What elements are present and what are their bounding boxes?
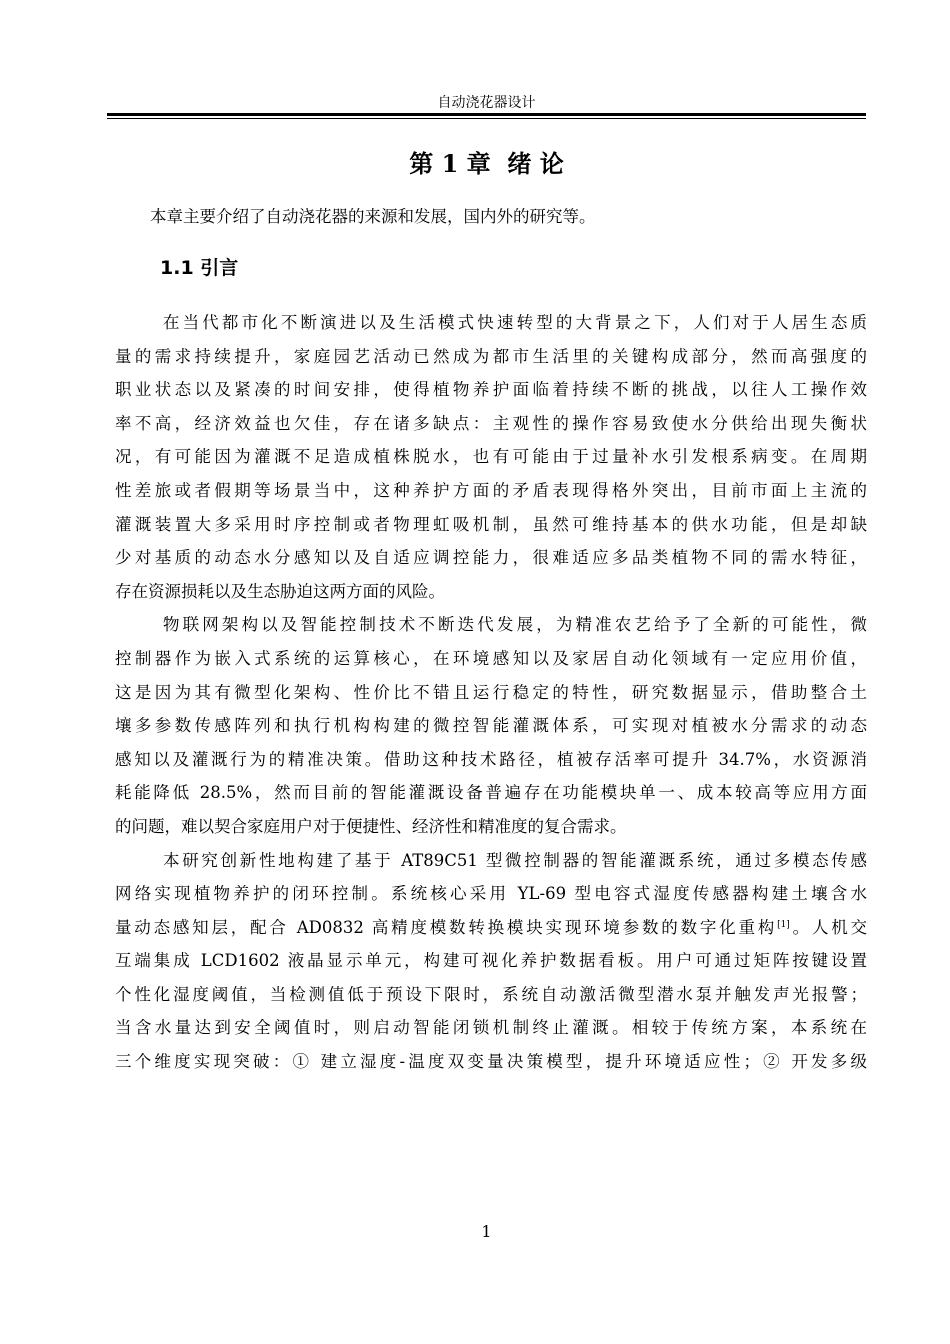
paragraph-2-line: 壤多参数传感阵列和执行机构构建的微控智能灌溉体系，可实现对植被水分需求的动态 [115,716,867,736]
section-heading [160,255,238,281]
paragraph-2-line: 耗能降低 28.5%，然而目前的智能灌溉设备普遍存在功能模块单一、成本较高等应用方面 [115,783,867,803]
paragraph-1-line: 性差旅或者假期等场景当中，这种养护方面的矛盾表现得格外突出，目前市面上主流的 [115,480,867,500]
paragraph-3-line: 本研究创新性地构建了基于 AT89C51 型微控制器的智能灌溉系统，通过多模态传感 [163,850,867,870]
chapter-name: 绪 论 [507,149,564,178]
section-name: 引言 [200,257,239,279]
paragraph-3-line: 当含水量达到安全阈值时，则启动智能闭锁机制终止灌溉。相较于传统方案，本系统在 [115,1018,867,1038]
paragraph-1-line: 率不高，经济效益也欠佳，存在诸多缺点：主观性的操作容易致使水分供给出现失衡状 [115,413,867,433]
page-number: 1 [481,1222,492,1241]
paragraph-3-line-text: 量动态感知层，配合 AD0832 高精度模数转换模块实现环境参数的数字化重构 [115,917,778,937]
paragraph-2-line: 感知以及灌溉行为的精准决策。借助这种技术路径，植被存活率可提升 34.7%，水资源消 [115,749,867,769]
chapter-number: 第 1 章 [409,149,491,178]
paragraph-3-line: 网络实现植物养护的闭环控制。系统核心采用 YL-69 型电容式湿度传感器构建土壤含水 [115,884,867,904]
paragraph-2-line: 的问题，难以契合家庭用户对于便捷性、经济性和精准度的复合需求。 [115,816,627,836]
chapter-title [107,148,866,180]
paragraph-2-line: 这是因为其有微型化架构、性价比不错且运行稳定的特性，研究数据显示，借助整合土 [115,682,867,702]
paragraph-2-line: 控制器作为嵌入式系统的运算核心，在环境感知以及家居自动化领域有一定应用价值， [115,648,867,668]
paragraph-1-line: 量的需求持续提升，家庭园艺活动已然成为都市生活里的关键构成部分，然而高强度的 [115,346,867,366]
paragraph-1-line: 职业状态以及紧凑的时间安排，使得植物养护面临着持续不断的挑战，以往人工操作效 [115,380,867,400]
paragraph-1-line: 存在资源损耗以及生态胁迫这两方面的风险。 [115,581,445,601]
citation-reference: [1] [777,919,790,930]
paragraph-3-line: 互端集成 LCD1602 液晶显示单元，构建可视化养护数据看板。用户可通过矩阵按键设置 [115,951,867,971]
section-number: 1.1 [160,257,194,279]
paragraph-1-line: 况，有可能因为灌溉不足造成植株脱水，也有可能由于过量补水引发根系病变。在周期 [115,447,867,467]
header-rule-thick [107,113,866,116]
chapter-intro: 本章主要介绍了自动浇花器的来源和发展，国内外的研究等。 [150,207,596,226]
paragraph-3-line-tail: 。人机交 [789,917,867,937]
header-rule-thin [107,118,866,119]
paragraph-1-line: 少对基质的动态水分感知以及自适应调控能力，很难适应多品类植物不同的需水特征， [115,548,867,568]
paragraph-3-line: 个性化湿度阈值，当检测值低于预设下限时，系统自动激活微型潜水泵并触发声光报警； [115,984,867,1004]
paragraph-1-line: 在当代都市化不断演进以及生活模式快速转型的大背景之下，人们对于人居生态质 [163,313,867,332]
paragraph-2-line: 物联网架构以及智能控制技术不断迭代发展，为精准农艺给予了全新的可能性，微 [163,615,867,635]
body-text [115,306,867,1079]
paragraph-3-line: 三个维度实现突破：① 建立湿度-温度双变量决策模型，提升环境适应性；② 开发多级 [115,1052,867,1072]
paragraph-3-line [115,911,867,945]
paragraph-1-line: 灌溉装置大多采用时序控制或者物理虹吸机制，虽然可维持基本的供水功能，但是却缺 [115,514,867,534]
running-header: 自动浇花器设计 [437,95,536,111]
